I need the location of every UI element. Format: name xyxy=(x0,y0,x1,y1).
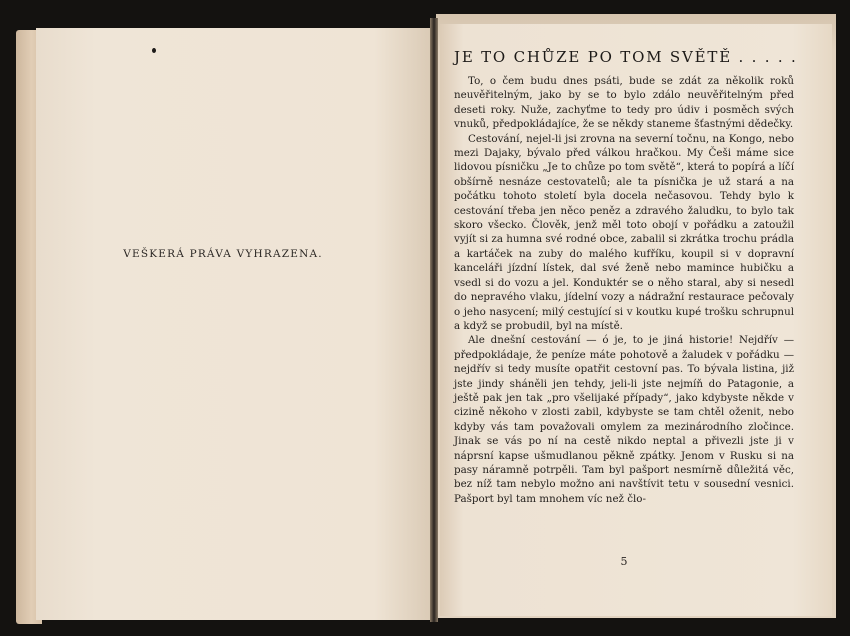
paragraph: To, o čem budu dnes psáti, bude se zdát za několik roků neuvěřitelným, jako by se to bylo zdálo neuvěřitelným před deseti roky. Nuže, zachyťme to tedy pro údiv i posměch svých vnuků, předpokládajíce, že se někdy staneme šťastnými dědečky. xyxy=(454,75,794,131)
paragraph: Cestování, nejel-li jsi zrovna na severní točnu, na Kongo, nebo mezi Dajaky, bývalo před válkou hračkou. My Češi máme sice lidovou písničku „Je to chůze po tom světě“, která to popírá a líčí obšírně nesnáze cestovatelů; ale ta písnička je už stará a na počátku tohoto století byla docela nečasovou. Tehdy bylo k cestování třeba jen něco peněz a zdravého žaludku, to bylo tak skoro všecko. Člověk, jenž měl toto obojí v pořádku a zatoužil vyjít si za humna své rodné obce, zabalil si zkrátka trochu prádla a kartáček na zuby do malého kufříku, koupil si v dopravní kanceláři jízdní lístek, dal své ženě nebo mamince hubičku a vsedl si do vozu a jel. Konduktér se o něho staral, aby si nesedl do nepravého vlaku, jídelní vozy a nádražní restaurace pečovaly o jeho nasycení; milý cestující si v koutku kupé trošku schrupnul a když se probudil, byl na místě. xyxy=(454,132,794,332)
body-text xyxy=(454,74,794,506)
book-gutter xyxy=(430,18,438,622)
chapter-heading: JE TO CHŮZE PO TOM SVĚTĚ . . . . . xyxy=(454,48,798,66)
rights-notice: VEŠKERÁ PRÁVA VYHRAZENA. xyxy=(123,248,323,260)
ink-speck xyxy=(152,48,156,53)
left-page xyxy=(36,28,434,620)
paragraph: Ale dnešní cestování — ó je, to je jiná historie! Nejdřív — předpokládaje, že peníze máte pohotově a žaludek v pořádku — nejdřív si tedy musíte opatřit cestovní pas. To bývala listina, již jste jindy sháněli jen tehdy, jeli-li jste nejmíň do Patagonie, a ještě pak jen tak „pro všelijaké případy“, jako kdybyste někde v cizině někoho v zlosti zabil, kdybyste se tam chtěl oženit, nebo kdyby vás tam považovali omylem za mezinárodního zločince. Jinak se vás po ní na cestě nikdo neptal a přivezli jste ji v náprsní kapse ušmudlanou pěkně zpátky. Jenom v Rusku si na pasy náramně potrpěli. Tam byl pašport nesmírně důležitá věc, bez níž tam nebylo možno ani navštívit tetu v sousední vesnici. Pašport byl tam mnohem víc než člo- xyxy=(454,334,794,505)
page-number: 5 xyxy=(620,555,628,568)
